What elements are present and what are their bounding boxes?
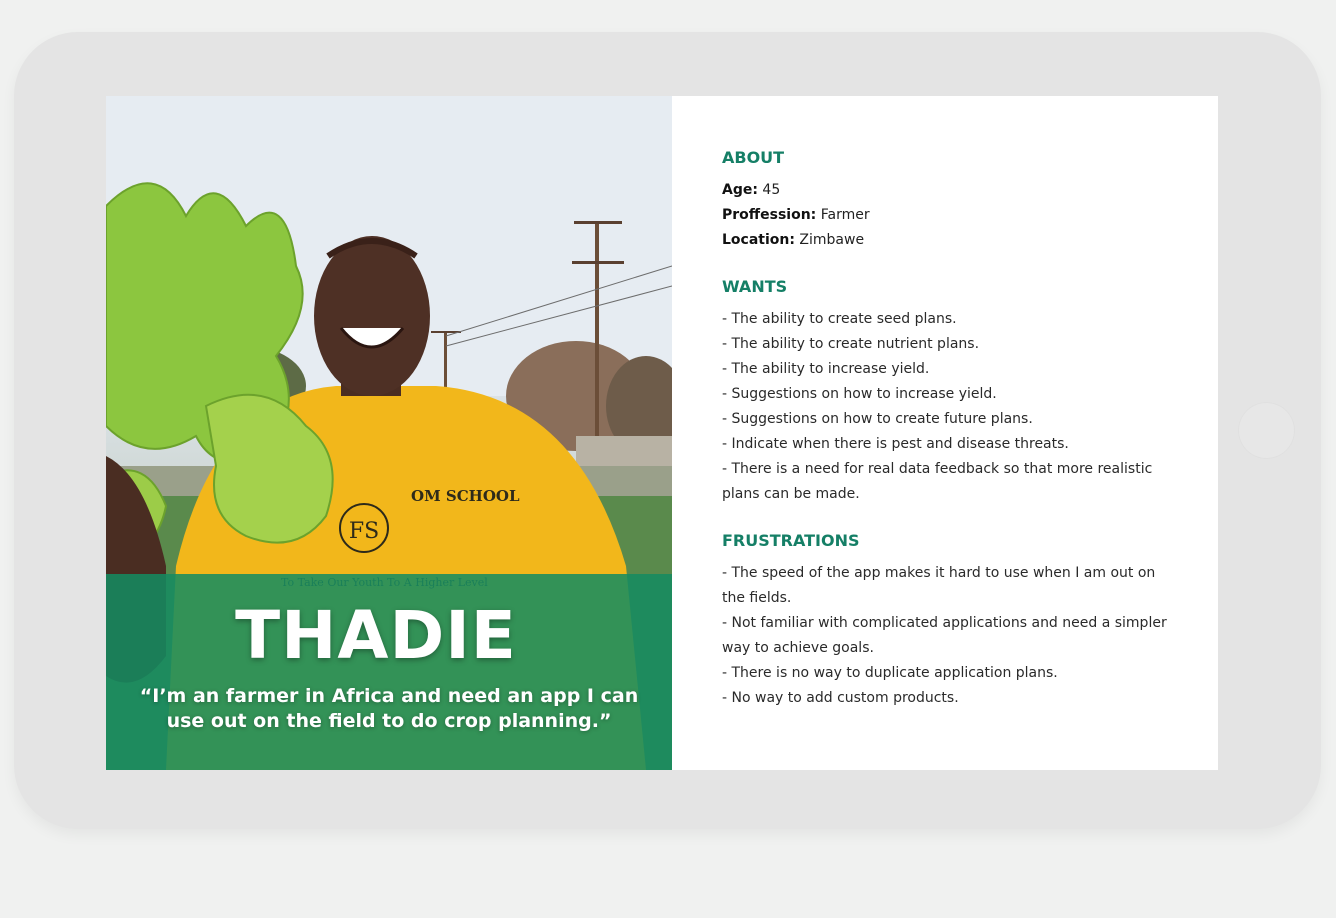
list-item: - The ability to increase yield. (722, 361, 930, 377)
wants-section (722, 277, 1172, 507)
about-section (722, 148, 1172, 253)
age-value: 45 (762, 182, 781, 198)
shirt-arc-text: OM SCHOOL (411, 487, 520, 505)
location-label: Location: (722, 232, 795, 248)
list-item: - Indicate when there is pest and disease threats. (722, 436, 1069, 452)
list-item: - There is a need for real data feedback so that more realistic plans can be made. (722, 461, 1153, 502)
wants-list (722, 307, 1172, 507)
persona-card (106, 96, 1218, 770)
tablet-home-button[interactable] (1238, 402, 1295, 459)
profession-label: Proffession: (722, 207, 817, 223)
list-item: - The ability to create seed plans. (722, 311, 957, 327)
shirt-logo-text: FS (348, 519, 380, 544)
location-row (722, 228, 1172, 253)
list-item: - There is no way to duplicate application plans. (722, 665, 1058, 681)
persona-quote: “I’m an farmer in Africa and need an app I can use out on the field to do crop planning.” (139, 685, 639, 732)
about-title: ABOUT (722, 148, 785, 167)
age-label: Age: (722, 182, 758, 198)
wants-title: WANTS (722, 277, 788, 296)
list-item: - Not familiar with complicated applications and need a simpler way to achieve goals. (722, 615, 1167, 656)
list-item: - The speed of the app makes it hard to use when I am out on the fields. (722, 565, 1156, 606)
profession-value: Farmer (820, 207, 870, 223)
profession-row (722, 203, 1172, 228)
list-item: - No way to add custom products. (722, 690, 959, 706)
list-item: - The ability to create nutrient plans. (722, 336, 980, 352)
frustrations-list (722, 561, 1172, 711)
location-value: Zimbawe (799, 232, 865, 248)
list-item: - Suggestions on how to increase yield. (722, 386, 997, 402)
age-row (722, 178, 1172, 203)
frustrations-section (722, 531, 1172, 711)
frustrations-title: FRUSTRATIONS (722, 531, 860, 550)
persona-name: THADIE (235, 597, 517, 674)
persona-photo (106, 96, 672, 770)
persona-details (722, 148, 1172, 735)
list-item: - Suggestions on how to create future plans. (722, 411, 1033, 427)
